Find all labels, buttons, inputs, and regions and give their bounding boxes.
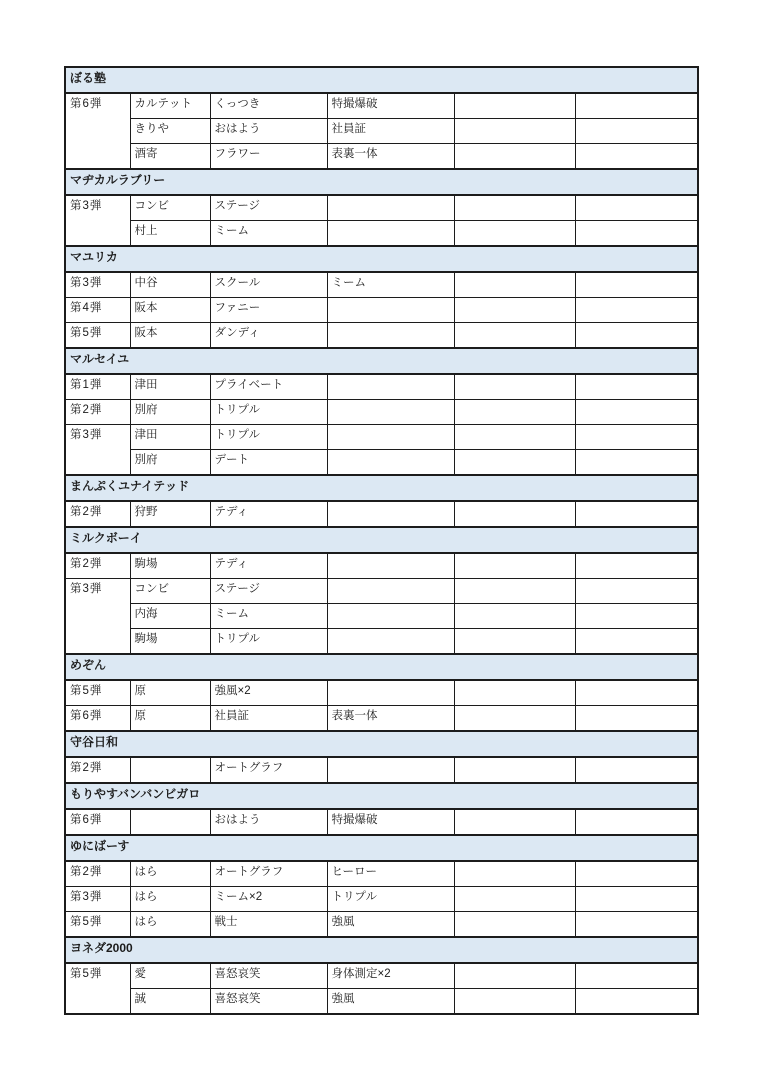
cell-word-1: 社員証 <box>210 706 327 732</box>
cell-empty-1 <box>454 861 575 887</box>
cell-empty-2 <box>575 757 698 783</box>
table-row <box>65 912 698 938</box>
group-header-row <box>65 731 698 757</box>
cell-empty-1 <box>454 579 575 604</box>
cell-name: 酒寄 <box>130 144 210 170</box>
table-row <box>65 425 698 450</box>
cell-dan: 第5弾 <box>65 323 130 349</box>
cell-empty-2 <box>575 501 698 527</box>
cell-empty-2 <box>575 323 698 349</box>
group-header-row <box>65 348 698 374</box>
cell-dan: 第3弾 <box>65 425 130 476</box>
group-header-row <box>65 475 698 501</box>
cell-empty-2 <box>575 553 698 579</box>
cell-empty-2 <box>575 989 698 1015</box>
cell-dan: 第1弾 <box>65 374 130 400</box>
group-title: マユリカ <box>65 246 698 272</box>
cell-empty-1 <box>454 604 575 629</box>
cell-word-1: ステージ <box>210 195 327 221</box>
cell-word-1: おはよう <box>210 809 327 835</box>
cell-word-2 <box>327 501 454 527</box>
table-row <box>65 501 698 527</box>
cell-word-2: 身体測定×2 <box>327 963 454 989</box>
cell-dan: 第2弾 <box>65 501 130 527</box>
cell-empty-1 <box>454 963 575 989</box>
cell-name: 村上 <box>130 221 210 247</box>
cell-empty-2 <box>575 119 698 144</box>
table-row <box>65 450 698 476</box>
cell-word-1: トリプル <box>210 629 327 655</box>
table-row <box>65 400 698 425</box>
cell-empty-2 <box>575 604 698 629</box>
cell-name: 誠 <box>130 989 210 1015</box>
cell-name: はら <box>130 861 210 887</box>
cell-word-2 <box>327 221 454 247</box>
table-row <box>65 706 698 732</box>
cell-empty-2 <box>575 221 698 247</box>
cell-empty-1 <box>454 809 575 835</box>
schedule-table <box>64 66 699 1015</box>
cell-dan: 第6弾 <box>65 706 130 732</box>
group-header-row <box>65 246 698 272</box>
group-header-row <box>65 835 698 861</box>
cell-empty-1 <box>454 887 575 912</box>
table-row <box>65 809 698 835</box>
cell-empty-2 <box>575 195 698 221</box>
cell-name: 愛 <box>130 963 210 989</box>
table-row <box>65 272 698 298</box>
cell-word-1: くっつき <box>210 93 327 119</box>
cell-empty-1 <box>454 629 575 655</box>
group-header-row <box>65 67 698 93</box>
group-header-row <box>65 937 698 963</box>
cell-word-1: ミーム×2 <box>210 887 327 912</box>
table-row <box>65 195 698 221</box>
cell-word-1: オートグラフ <box>210 757 327 783</box>
group-title: めぞん <box>65 654 698 680</box>
cell-dan: 第5弾 <box>65 963 130 1014</box>
cell-empty-2 <box>575 93 698 119</box>
cell-empty-1 <box>454 272 575 298</box>
cell-word-2 <box>327 629 454 655</box>
group-header-row <box>65 527 698 553</box>
cell-empty-1 <box>454 680 575 706</box>
cell-word-2: 特撮爆破 <box>327 93 454 119</box>
cell-name: 阪本 <box>130 323 210 349</box>
cell-empty-2 <box>575 912 698 938</box>
table-row <box>65 629 698 655</box>
cell-empty-2 <box>575 629 698 655</box>
cell-word-2: 社員証 <box>327 119 454 144</box>
cell-word-1: オートグラフ <box>210 861 327 887</box>
cell-name: 別府 <box>130 450 210 476</box>
group-title: ぼる塾 <box>65 67 698 93</box>
cell-empty-1 <box>454 450 575 476</box>
cell-word-2 <box>327 604 454 629</box>
cell-word-1: テディ <box>210 501 327 527</box>
cell-word-2 <box>327 374 454 400</box>
cell-dan: 第5弾 <box>65 912 130 938</box>
table-row <box>65 119 698 144</box>
cell-word-1: 喜怒哀笑 <box>210 963 327 989</box>
cell-empty-1 <box>454 323 575 349</box>
group-title: もりやすバンバンビガロ <box>65 783 698 809</box>
group-title: ゆにばーす <box>65 835 698 861</box>
table-row <box>65 887 698 912</box>
cell-word-2: 強風 <box>327 989 454 1015</box>
cell-word-1: ミーム <box>210 604 327 629</box>
cell-empty-2 <box>575 298 698 323</box>
cell-word-1: おはよう <box>210 119 327 144</box>
cell-empty-1 <box>454 374 575 400</box>
cell-word-1: スクール <box>210 272 327 298</box>
cell-word-1: トリプル <box>210 425 327 450</box>
cell-word-2: ミーム <box>327 272 454 298</box>
cell-word-2 <box>327 298 454 323</box>
cell-name: 原 <box>130 706 210 732</box>
cell-name: 中谷 <box>130 272 210 298</box>
cell-empty-1 <box>454 221 575 247</box>
group-header-row <box>65 169 698 195</box>
table-row <box>65 680 698 706</box>
cell-word-1: 戦士 <box>210 912 327 938</box>
cell-dan: 第3弾 <box>65 887 130 912</box>
cell-word-2: トリプル <box>327 887 454 912</box>
cell-empty-2 <box>575 272 698 298</box>
cell-dan: 第2弾 <box>65 757 130 783</box>
cell-name: はら <box>130 887 210 912</box>
cell-empty-1 <box>454 706 575 732</box>
cell-word-2 <box>327 757 454 783</box>
cell-empty-1 <box>454 912 575 938</box>
cell-name: 狩野 <box>130 501 210 527</box>
cell-empty-1 <box>454 400 575 425</box>
cell-empty-2 <box>575 374 698 400</box>
cell-empty-2 <box>575 144 698 170</box>
cell-word-2 <box>327 400 454 425</box>
cell-empty-2 <box>575 963 698 989</box>
cell-word-1: ステージ <box>210 579 327 604</box>
cell-word-1: ダンディ <box>210 323 327 349</box>
cell-word-1: トリプル <box>210 400 327 425</box>
table-row <box>65 963 698 989</box>
group-title: まんぷくユナイテッド <box>65 475 698 501</box>
cell-dan: 第6弾 <box>65 809 130 835</box>
cell-empty-2 <box>575 887 698 912</box>
cell-empty-1 <box>454 989 575 1015</box>
group-title: マルセイユ <box>65 348 698 374</box>
cell-name: コンビ <box>130 195 210 221</box>
table-row <box>65 757 698 783</box>
group-title: マヂカルラブリー <box>65 169 698 195</box>
cell-word-1: デート <box>210 450 327 476</box>
cell-word-2 <box>327 680 454 706</box>
table-row <box>65 323 698 349</box>
group-title: ヨネダ2000 <box>65 937 698 963</box>
cell-empty-2 <box>575 680 698 706</box>
cell-empty-1 <box>454 553 575 579</box>
cell-dan: 第6弾 <box>65 93 130 169</box>
cell-name: 阪本 <box>130 298 210 323</box>
cell-empty-2 <box>575 861 698 887</box>
cell-word-2 <box>327 553 454 579</box>
group-header-row <box>65 654 698 680</box>
cell-empty-1 <box>454 425 575 450</box>
cell-empty-2 <box>575 450 698 476</box>
cell-word-2 <box>327 323 454 349</box>
cell-name: 津田 <box>130 374 210 400</box>
cell-word-1: フラワー <box>210 144 327 170</box>
cell-dan: 第2弾 <box>65 400 130 425</box>
cell-empty-1 <box>454 93 575 119</box>
cell-empty-2 <box>575 579 698 604</box>
cell-word-2 <box>327 425 454 450</box>
cell-name: 別府 <box>130 400 210 425</box>
cell-name: 駒場 <box>130 629 210 655</box>
cell-word-1: 強風×2 <box>210 680 327 706</box>
table-row <box>65 604 698 629</box>
cell-name: カルテット <box>130 93 210 119</box>
cell-word-2 <box>327 579 454 604</box>
cell-name: 駒場 <box>130 553 210 579</box>
cell-empty-2 <box>575 400 698 425</box>
cell-word-1: プライベート <box>210 374 327 400</box>
cell-dan: 第4弾 <box>65 298 130 323</box>
cell-name: きりや <box>130 119 210 144</box>
table-row <box>65 989 698 1015</box>
cell-name: はら <box>130 912 210 938</box>
cell-word-2: 表裏一体 <box>327 144 454 170</box>
cell-empty-1 <box>454 144 575 170</box>
cell-word-2: 強風 <box>327 912 454 938</box>
cell-empty-1 <box>454 195 575 221</box>
cell-empty-1 <box>454 119 575 144</box>
cell-name: 内海 <box>130 604 210 629</box>
cell-empty-2 <box>575 425 698 450</box>
cell-word-2: ヒーロー <box>327 861 454 887</box>
cell-dan: 第5弾 <box>65 680 130 706</box>
cell-name: 津田 <box>130 425 210 450</box>
cell-name <box>130 809 210 835</box>
table-row <box>65 553 698 579</box>
cell-word-2 <box>327 195 454 221</box>
cell-word-1: テディ <box>210 553 327 579</box>
group-header-row <box>65 783 698 809</box>
table-row <box>65 298 698 323</box>
cell-word-1: ミーム <box>210 221 327 247</box>
cell-word-1: 喜怒哀笑 <box>210 989 327 1015</box>
cell-name: 原 <box>130 680 210 706</box>
cell-name <box>130 757 210 783</box>
cell-empty-1 <box>454 298 575 323</box>
cell-dan: 第3弾 <box>65 272 130 298</box>
group-title: 守谷日和 <box>65 731 698 757</box>
cell-dan: 第3弾 <box>65 195 130 246</box>
cell-dan: 第2弾 <box>65 553 130 579</box>
cell-word-1: ファニー <box>210 298 327 323</box>
table-row <box>65 861 698 887</box>
cell-word-2: 表裏一体 <box>327 706 454 732</box>
table-row <box>65 144 698 170</box>
table-row <box>65 93 698 119</box>
table-row <box>65 221 698 247</box>
cell-empty-2 <box>575 706 698 732</box>
cell-empty-2 <box>575 809 698 835</box>
cell-dan: 第3弾 <box>65 579 130 655</box>
cell-word-2: 特撮爆破 <box>327 809 454 835</box>
cell-name: コンビ <box>130 579 210 604</box>
schedule-table-body <box>65 67 698 1014</box>
cell-word-2 <box>327 450 454 476</box>
table-row <box>65 579 698 604</box>
cell-dan: 第2弾 <box>65 861 130 887</box>
cell-empty-1 <box>454 757 575 783</box>
table-row <box>65 374 698 400</box>
cell-empty-1 <box>454 501 575 527</box>
group-title: ミルクボーイ <box>65 527 698 553</box>
